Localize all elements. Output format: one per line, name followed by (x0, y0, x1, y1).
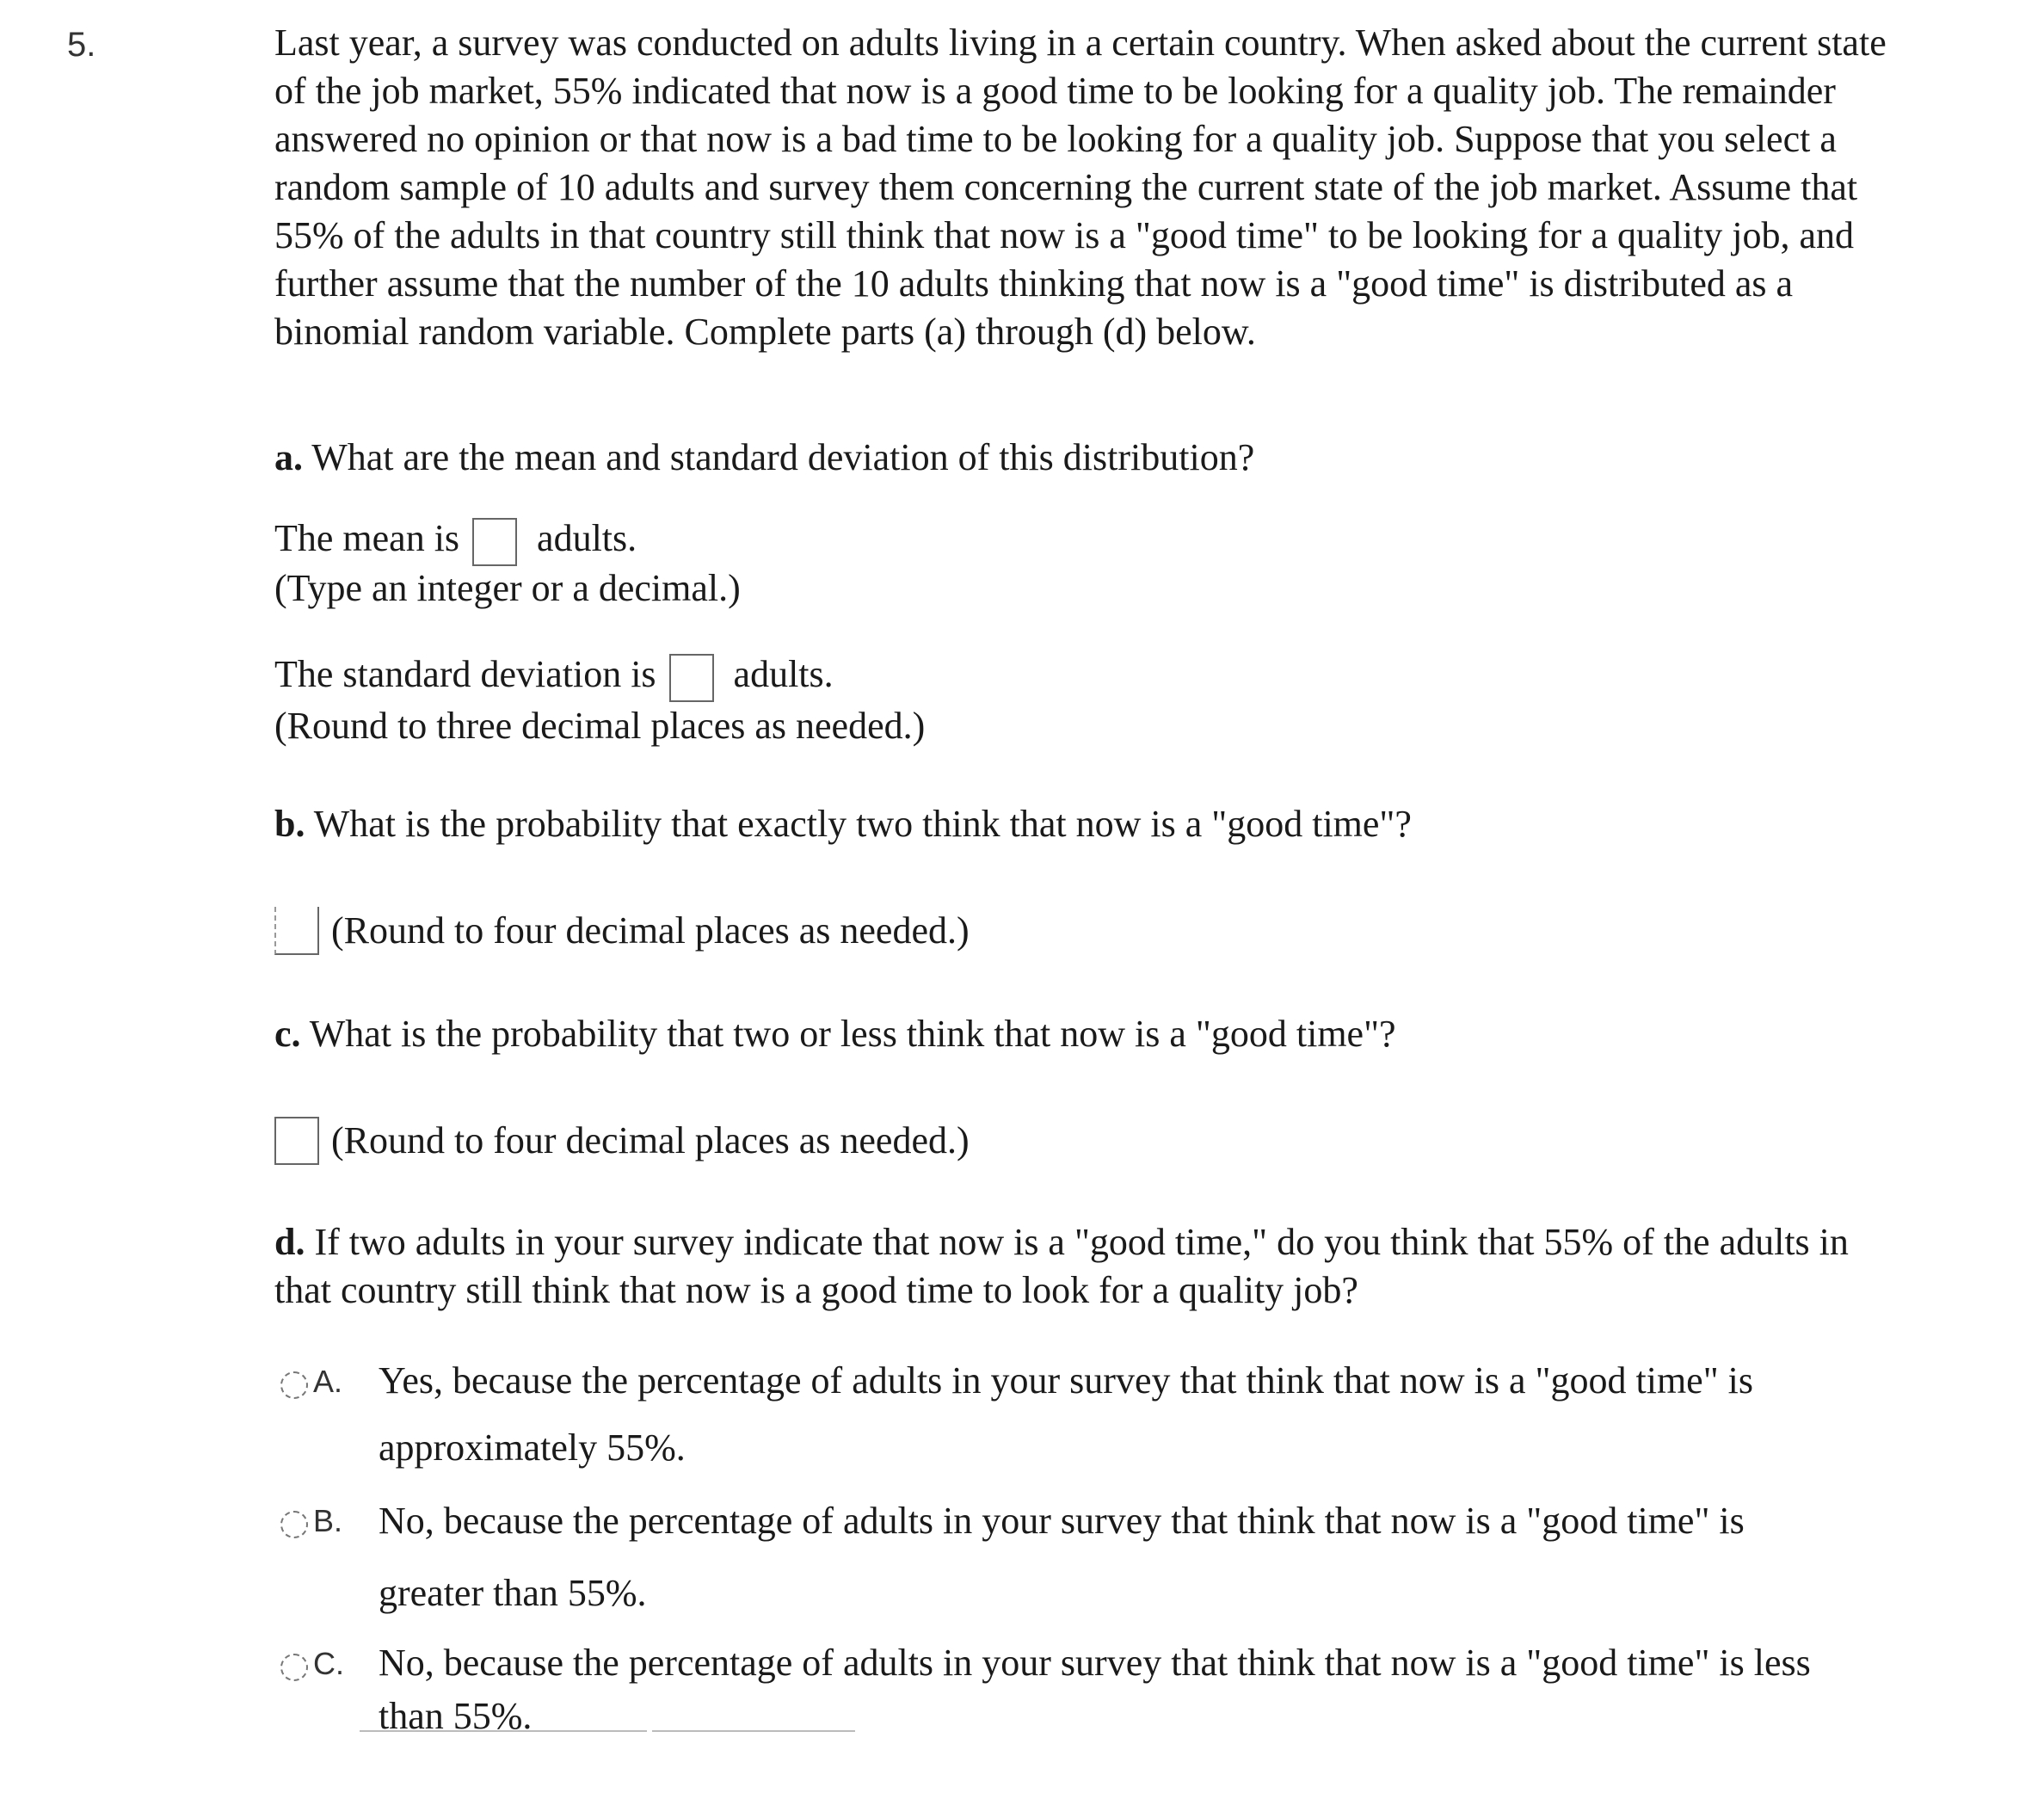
part-a-label: a. (274, 436, 303, 478)
question-number: 5. (67, 26, 96, 64)
part-c-label: c. (274, 1013, 301, 1055)
option-c-text: No, because the percentage of adults in your survey that think that now is a "good time" is less than 55%. (379, 1642, 1811, 1737)
part-c-answer-row (274, 1117, 970, 1165)
part-c-answer-input[interactable] (274, 1117, 319, 1165)
part-b-label: b. (274, 803, 305, 845)
option-a-radio[interactable] (280, 1371, 308, 1399)
divider-line (360, 1730, 647, 1732)
part-b-hint: (Round to four decimal places as needed.) (331, 909, 970, 952)
option-a-text: Yes, because the percentage of adults in your survey that think that now is a "good time" is approximately 55%. (379, 1359, 1754, 1469)
question-stem: Last year, a survey was conducted on adults living in a certain country. When asked about the current state of the job market, 55% indicated that now is a good time to be looking for a quality job. The remainder answered no opinion or that now is a bad time to be looking for a quality job. Suppose that you select a random sample of 10 adults and survey them concerning the current state of the job market. Assume that 55% of the adults in that country still think that now is a "good time" to be looking for a quality job, and further assume that the number of the 10 adults thinking that now is a "good time" is distributed as a binomial random variable. Complete parts (a) through (d) below. (274, 22, 1887, 353)
mean-row (274, 514, 637, 566)
mean-input[interactable] (472, 518, 517, 566)
option-b-text: No, because the percentage of adults in your survey that think that now is a "good time" is greater than 55%. (379, 1500, 1745, 1614)
part-d-label: d. (274, 1221, 305, 1263)
part-b-question-text: What is the probability that exactly two think that now is a "good time"? (313, 803, 1412, 845)
standard-deviation-input[interactable] (669, 654, 714, 702)
mean-prefix: The mean is (274, 517, 460, 559)
part-d-question-text: If two adults in your survey indicate that now is a "good time," do you think that 55% of the adults in that country still think that now is a good time to look for a quality job? (274, 1221, 1849, 1311)
part-b-answer-row (274, 907, 970, 955)
sd-prefix: The standard deviation is (274, 653, 656, 695)
part-a-question (274, 434, 1254, 482)
part-c-hint: (Round to four decimal places as needed.) (331, 1119, 970, 1161)
mean-hint: (Type an integer or a decimal.) (274, 567, 741, 609)
divider-line (652, 1730, 855, 1732)
option-c-letter: C. (313, 1646, 344, 1681)
mean-suffix: adults. (537, 517, 637, 559)
sd-suffix: adults. (733, 653, 834, 695)
sd-row (274, 650, 834, 702)
option-b-letter: B. (313, 1503, 343, 1538)
part-d-question (274, 1218, 1909, 1315)
part-a-question-text: What are the mean and standard deviation of this distribution? (311, 436, 1255, 478)
option-a-letter: A. (313, 1364, 343, 1399)
option-b-radio[interactable] (280, 1511, 308, 1538)
part-c-question (274, 1010, 1396, 1058)
part-b-answer-input[interactable] (274, 907, 319, 955)
sd-hint: (Round to three decimal places as needed.) (274, 705, 926, 747)
option-c-radio[interactable] (280, 1654, 308, 1681)
part-c-question-text: What is the probability that two or less think that now is a "good time"? (309, 1013, 1396, 1055)
part-b-question (274, 800, 1412, 848)
